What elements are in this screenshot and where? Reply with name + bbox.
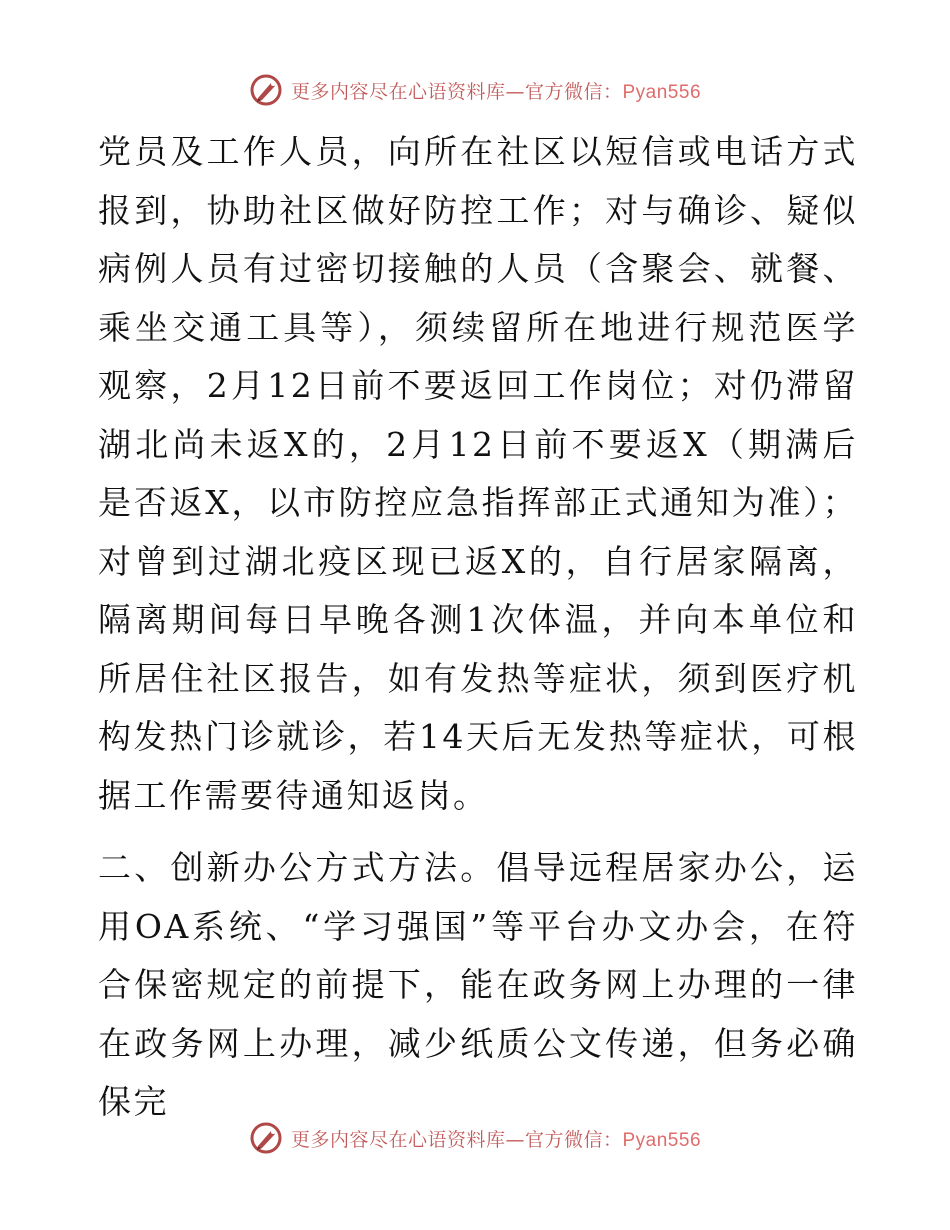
pen-circle-logo-icon	[249, 1121, 283, 1155]
header-watermark	[0, 70, 950, 110]
footer-watermark	[0, 1118, 950, 1158]
pen-circle-logo-icon	[249, 73, 283, 107]
watermark-text: 更多内容尽在心语资料库—官方微信：Pyan556	[290, 80, 702, 103]
body-paragraph-section-two: 二、创新办公方式方法。倡导远程居家办公，运用OA系统、“学习强国”等平台办文办会，在符合保密规定的前提下，能在政务网上办理的一律在政务网上办理，减少纸质公文传递，但务必确保完	[98, 848, 858, 1121]
document-body	[98, 123, 858, 1132]
body-paragraph: 党员及工作人员，向所在社区以短信或电话方式报到，协助社区做好防控工作；对与确诊、疑似病例人员有过密切接触的人员（含聚会、就餐、乘坐交通工具等），须续留所在地进行规范医学观察，2月12日前不要返回工作岗位；对仍滞留湖北尚未返X的，2月12日前不要返X（期满后是否返X，以市防控应急指挥部正式通知为准）；对曾到过湖北疫区现已返X的，自行居家隔离，隔离期间每日早晚各测1次体温，并向本单位和所居住社区报告，如有发热等症状，须到医疗机构发热门诊就诊，若14天后无发热等症状，可根据工作需要待通知返岗。	[98, 132, 858, 815]
watermark-text: 更多内容尽在心语资料库—官方微信：Pyan556	[290, 1128, 702, 1151]
